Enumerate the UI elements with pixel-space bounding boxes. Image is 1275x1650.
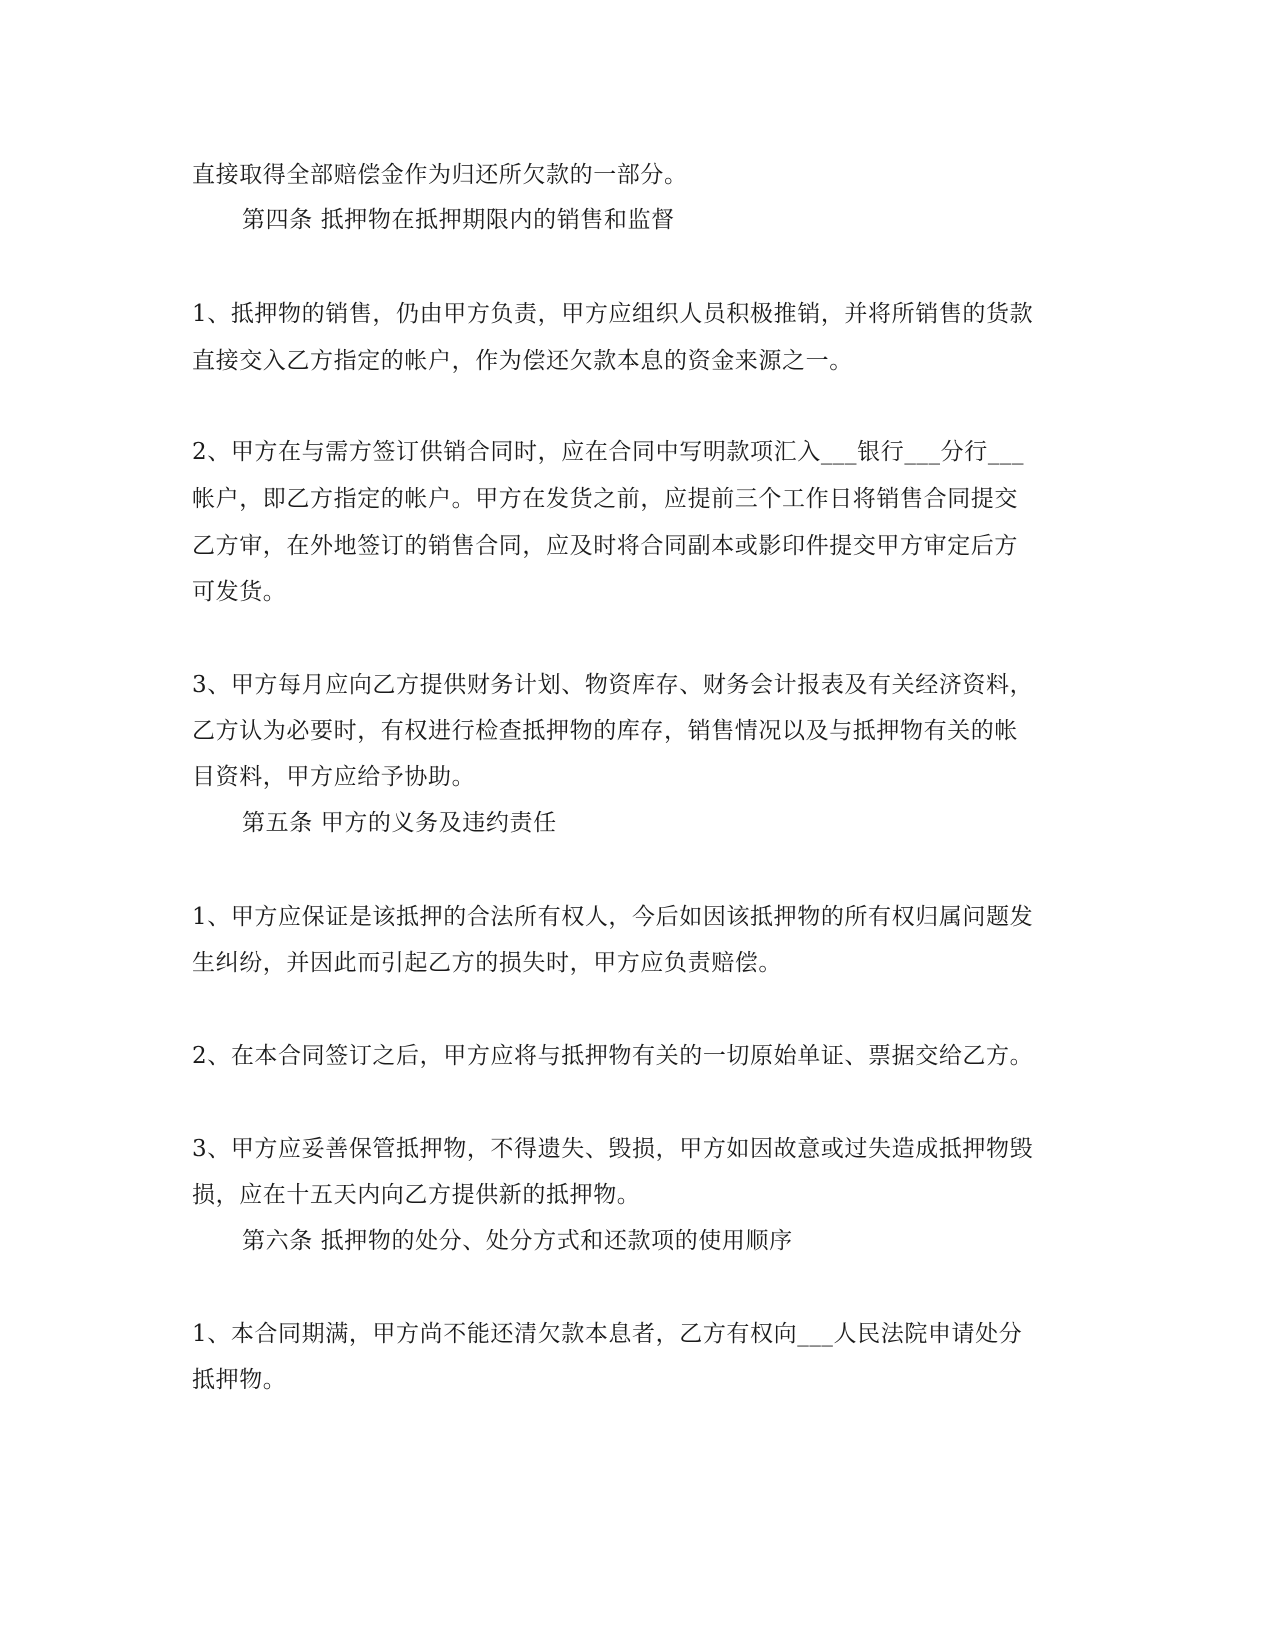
text-line: 3、甲方每月应向乙方提供财务计划、物资库存、财务会计报表及有关经济资料， — [192, 672, 1034, 698]
section-heading-5: 第五条 甲方的义务及违约责任 — [242, 810, 557, 836]
text-line: 1、本合同期满，甲方尚不能还清欠款本息者，乙方有权向___人民法院申请处分 — [192, 1321, 1023, 1347]
section-heading-4: 第四条 抵押物在抵押期限内的销售和监督 — [242, 207, 675, 233]
text-line: 损，应在十五天内向乙方提供新的抵押物。 — [192, 1182, 641, 1208]
text-line: 直接交入乙方指定的帐户，作为偿还欠款本息的资金来源之一。 — [192, 348, 853, 374]
text-line: 直接取得全部赔偿金作为归还所欠款的一部分。 — [192, 162, 688, 188]
text-line: 乙方认为必要时，有权进行检查抵押物的库存，销售情况以及与抵押物有关的帐 — [192, 718, 1018, 744]
text-line: 1、甲方应保证是该抵押的合法所有权人，今后如因该抵押物的所有权归属问题发 — [192, 904, 1034, 930]
text-line: 2、甲方在与需方签订供销合同时，应在合同中写明款项汇入___银行___分行___ — [192, 439, 1025, 465]
text-line: 目资料，甲方应给予协助。 — [192, 764, 476, 790]
section-heading-6: 第六条 抵押物的处分、处分方式和还款项的使用顺序 — [242, 1228, 793, 1254]
text-line: 生纠纷，并因此而引起乙方的损失时，甲方应负责赔偿。 — [192, 950, 782, 976]
text-line: 抵押物。 — [192, 1367, 287, 1393]
text-line: 可发货。 — [192, 579, 287, 605]
text-line: 乙方审，在外地签订的销售合同，应及时将合同副本或影印件提交甲方审定后方 — [192, 533, 1018, 559]
text-line: 1、抵押物的销售，仍由甲方负责，甲方应组织人员积极推销，并将所销售的货款 — [192, 301, 1034, 327]
text-line: 2、在本合同签订之后，甲方应将与抵押物有关的一切原始单证、票据交给乙方。 — [192, 1043, 1034, 1069]
text-line: 帐户，即乙方指定的帐户。甲方在发货之前，应提前三个工作日将销售合同提交 — [192, 486, 1018, 512]
text-line: 3、甲方应妥善保管抵押物，不得遗失、毁损，甲方如因故意或过失造成抵押物毁 — [192, 1136, 1034, 1162]
